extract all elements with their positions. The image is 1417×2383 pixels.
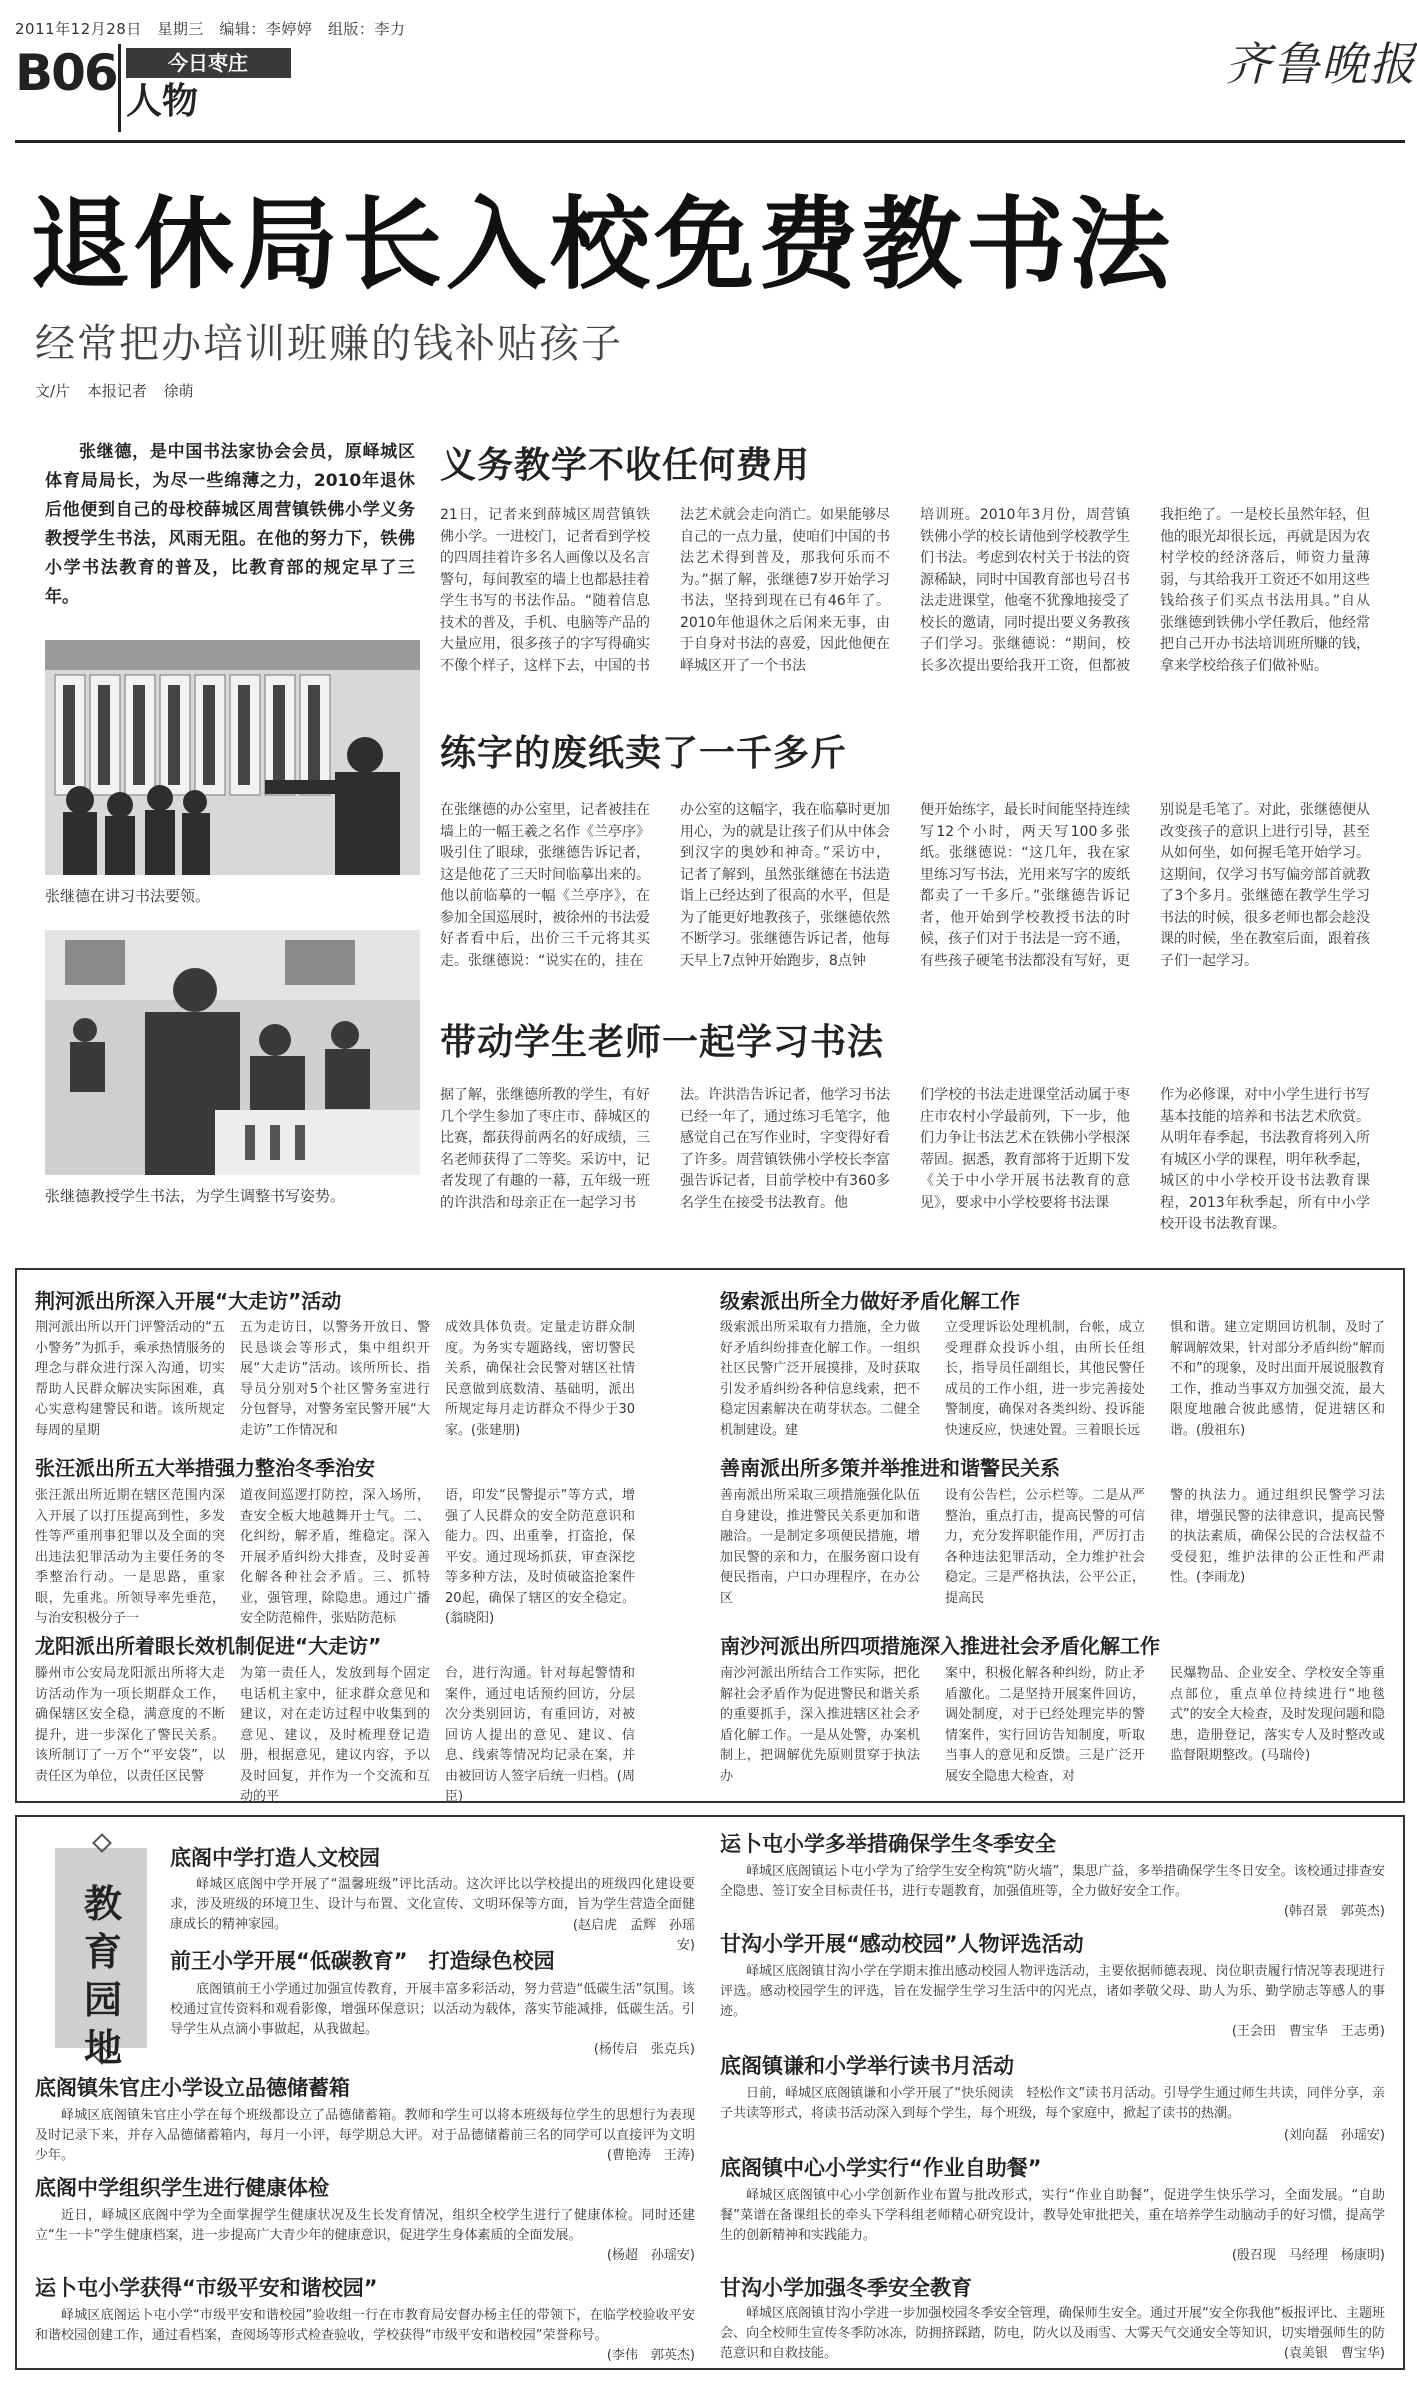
news-col: 南沙河派出所结合工作实际，把化解社会矛盾作为促进警民和谐关系的重要抓手，深入推进辖区社会矛盾化解工作。一是从处警，办案机制上，把调解优先原则贯穿于执法办 [720, 1666, 920, 1784]
edu-item-title: 前王小学开展“低碳教育” 打造绿色校园 [170, 1949, 555, 1973]
newspaper-logo: 齐鲁晚报 [1225, 37, 1417, 91]
news-col: 五为走访日，以警务开放日、警民恳谈会等形式，集中组织开展“大走访”活动。该所所长、指导员分别对5个社区警务室进行分包督导，对警务室民警开展“大走访”工作情况和 [240, 1320, 430, 1438]
section1-col3: 培训班。2010年3月份，周营镇铁佛小学的校长请他到学校教学生们书法。考虑到农村关于书法的资源稀缺，同时中国教育部也号召书法走进课堂，他毫不犹豫地接受了校长的邀请，同时提出要义务教孩子们学习。张继德说：“期间，校长多次提出要给我开工资，但都被 [920, 507, 1130, 674]
edu-item-author: (殷召现 马经理 杨康明) [1231, 2248, 1385, 2263]
article-subhead: 经常把办培训班赚的钱补贴孩子 [35, 321, 623, 367]
section3-col3: 们学校的书法走进课堂活动属于枣庄市农村小学最前列，下一步，他们力争让书法艺术在铁佛小学根深蒂固。据悉，教育部将于近期下发《关于中小学开展书法教育的意见》，要求中小学校要将书法课 [920, 1087, 1130, 1211]
news-col: 设有公告栏，公示栏等。二是从严整治，重点打击，提高民警的可信力，充分发挥职能作用，严厉打击各种违法犯罪活动，全力维护社会稳定。三是严格执法，公平公正，提高民 [945, 1488, 1145, 1606]
news-title: 龙阳派出所着眼长效机制促进“大走访” [35, 1634, 382, 1658]
edu-item-title: 底阁中学组织学生进行健康体检 [35, 2176, 329, 2200]
edu-item-title: 运卜屯小学获得“市级平安和谐校园” [35, 2276, 378, 2300]
edu-item-author: (杨超 孙瑶安) [606, 2248, 695, 2263]
news-title: 级索派出所全力做好矛盾化解工作 [720, 1289, 1020, 1313]
edu-item-author: (曹艳涛 王涛) [606, 2148, 695, 2163]
edu-item-title: 甘沟小学开展“感动校园”人物评选活动 [720, 1932, 1084, 1956]
section2-col3: 便开始练字，最长时间能坚持连续写12个小时，两天写100多张纸。张继德说：“这几年，我在家里练习写书法，光用来写字的废纸都卖了一千多斤。”张继德告诉记者，他开始到学校教授书法的时候，孩子们对于书法是一窍不通，有些孩子硬笔书法都没有写好，更 [920, 802, 1130, 969]
edu-item-author: (王会田 曹宝华 王志勇) [1231, 2024, 1385, 2039]
page-number: B06 [15, 44, 117, 102]
education-label: 教育园地 [83, 1882, 122, 2070]
edu-item-body: 峄城区底阁中学开展了“温馨班级”评比活动。这次评比以学校提出的班级四化建设要求，涉及班级的环境卫生、设计与布置、文化宣传、文明环保等方面，旨为学生营造全面健康成长的精神家园。 [170, 1877, 695, 1932]
edu-item-author: (袁美银 曹宝华) [1283, 2346, 1385, 2361]
section3-col2: 法。许洪浩告诉记者，他学习书法已经一年了，通过练习毛笔字，他感觉自己在写作业时，字变得好看了许多。周营镇铁佛小学校长李富强告诉记者，目前学校中有360多名学生在接受书法教育。他 [680, 1087, 890, 1211]
edu-item-body: 峄城区底阁镇朱官庄小学在每个班级都设立了品德储蓄箱。教师和学生可以将本班级每位学生的思想行为表现及时记录下来，并存入品德储蓄箱内，每月一小评，每学期总大评。对于品德储蓄前三名的同学可以直接评为文明少年。 [35, 2108, 695, 2163]
edu-item-body: 峄城区底阁镇甘沟小学在学期末推出感动校园人物评选活动，主要依据师德表现、岗位职责履行情况等表现进行评选。感动校园学生的评选，旨在发掘学生学习生活中的闪光点，诸如孝敬父母、助人为乐、勤学励志等感人的事迹。 [720, 1964, 1385, 2019]
news-col: 语，印发“民警提示”等方式，增强了人民群众的安全防范意识和能力。四、出重拳，打盗抢，保平安。通过现场抓获，审查深挖等多种方法，及时侦破盗抢案件20起，确保了辖区的安全稳定。(翁晓阳) [445, 1488, 635, 1626]
news-title: 张汪派出所五大举措强力整治冬季治安 [35, 1456, 375, 1480]
section1-col2: 法艺术就会走向消亡。如果能够尽自己的一点力量，使咱们中国的书法艺术得到普及，那我何乐而不为。”据了解，张继德7岁开始学习书法，坚持到现在已有46年了。2010年他退休之后闲来无事，由于自身对书法的喜爱，因此他便在峄城区开了一个书法 [680, 507, 890, 674]
news-col: 案中，积极化解各种纠纷，防止矛盾激化。二是坚持开展案件回访，调处制度，对于已经处理完毕的警情案件，实行回访告知制度，听取当事人的意见和反馈。三是广泛开展安全隐患大检查，对 [945, 1666, 1145, 1784]
section2-col1: 在张继德的办公室里，记者被挂在墙上的一幅王羲之名作《兰亭序》吸引住了眼球，张继德告诉记者，这是他花了三天时间临摹出来的。他以前临摹的一幅《兰亭序》，在参加全国巡展时，被徐州的书法爱好者看中后，出价三千元将其买走。张继德说：“说实在的，挂在 [440, 802, 650, 969]
section-name: 人物 [126, 81, 199, 122]
news-col: 级索派出所采取有力措施，全力做好矛盾纠纷排查化解工作。一组织社区民警广泛开展摸排，及时获取引发矛盾纠纷各种信息线索，把不稳定因素解决在萌芽状态。二健全机制建设。建 [720, 1320, 920, 1438]
section1-col1: 21日，记者来到薛城区周营镇铁佛小学。一进校门，记者看到学校的四周挂着许多名人画像以及名言警句，每间教室的墙上也都悬挂着学生书写的书法作品。“随着信息技术的普及，手机、电脑等产品的大量应用，很多孩子的字写得确实不像个样子，这样下去，中国的书 [440, 507, 650, 674]
photo-teaching-student-image [45, 930, 420, 1175]
edu-item-author: (杨传启 张克兵) [593, 2042, 695, 2057]
news-title: 善南派出所多策并举推进和谐警民关系 [720, 1456, 1060, 1480]
edu-item-title: 底阁镇中心小学实行“作业自助餐” [720, 2156, 1042, 2180]
edu-item-title: 甘沟小学加强冬季安全教育 [720, 2276, 972, 2300]
section2-title: 练字的废纸卖了一千多斤 [440, 733, 848, 774]
masthead-meta: 2011年12月28日 星期三 编辑：李婷婷 组版：李力 [15, 20, 406, 38]
edu-item-author: (韩召景 郭英杰) [1283, 1904, 1385, 1919]
section1-col4: 我拒绝了。一是校长虽然年轻，但他的眼光却很长远，再就是因为农村学校的经济落后，师资力量薄弱，与其给我开工资还不如用这些钱给孩子们买点书法用具。”自从张继德到铁佛小学任教后，他经常把自己开办书法培训班所赚的钱，拿来学校给孩子们做补贴。 [1160, 507, 1370, 674]
section1-title: 义务教学不收任何费用 [440, 445, 811, 486]
photo2-caption: 张继德教授学生书法，为学生调整书写姿势。 [45, 1187, 346, 1205]
news-col: 立受理诉讼处理机制，台帐，成立受理群众投诉小组，由所长任组长，指导员任副组长，其他民警任成员的工作小组，进一步完善接处警制度，确保对各类纠纷、投诉能快速反应，快速处置。三着眼长远 [945, 1320, 1145, 1438]
article-lead: 张继德，是中国书法家协会会员，原峄城区体育局局长，为尽一些绵薄之力，2010年退休后他便到自己的母校薛城区周营镇铁佛小学义务教授学生书法，风雨无阻。在他的努力下，铁佛小学书法教育的普及，比教育部的规定早了三年。 [45, 442, 415, 607]
edu-item-body: 近日，峄城区底阁中学为全面掌握学生健康状况及生长发育情况，组织全校学生进行了健康体检。同时还建立“生一卡”学生健康档案，进一步提高广大青少年的健康意识，促进学生身体素质的全面发展。 [35, 2208, 695, 2243]
edu-item-body: 峄城区底阁镇运卜屯小学为了给学生安全构筑“防火墙”，集思广益，多举措确保学生冬日安全。该校通过排查安全隐患、签订安全目标责任书，进行专题教育，加强值班等，全力做好安全工作。 [720, 1864, 1385, 1899]
edu-item-title: 运卜屯小学多举措确保学生冬季安全 [720, 1832, 1056, 1856]
article-byline [35, 380, 206, 401]
article-headline: 退休局长入校免费教书法 [30, 186, 1174, 303]
section2-col4: 别说是毛笔了。对此，张继德便从改变孩子的意识上进行引导，甚至从如何坐，如何握毛笔开始学习。这期间，仅学习书写偏旁部首就教了3个多月。张继德在教学生学习书法的时候，很多老师也都会趁没课的时候，坐在教室后面，跟着孩子们一起学习。 [1160, 802, 1370, 969]
edu-item-author: (赵启虎 孟辉 孙瑶安) [572, 1918, 695, 1953]
news-col: 为第一责任人，发放到每个固定电话机主家中，征求群众意见和建议，对在走访过程中收集到的意见、建议，及时梳理登记造册，根据意见，建议内容，予以及时回复，并作为一个交流和互动的平 [240, 1666, 430, 1804]
section3-col4: 作为必修课，对中小学生进行书写基本技能的培养和书法艺术欣赏。从明年春季起，书法教育将列入所有城区小学的课程，明年秋季起，城区的中小学校开设书法教育课程，2013年秋季起，所有中小学校开设书法教育课。 [1160, 1087, 1370, 1232]
edu-item-body: 峄城区底阁运卜屯小学“市级平安和谐校园”验收组一行在市教育局安督办杨主任的带领下，在临学校验收平安和谐校园创建工作，通过看档案，查阅场等形式检查验收，学校获得“市级平安和谐校园”荣誉称号。 [35, 2308, 695, 2343]
section3-col1: 据了解，张继德所教的学生，有好几个学生参加了枣庄市、薛城区的比赛，都获得前两名的好成绩，三名老师获得了二等奖。采访中，记者发现了有趣的一幕，五年级一班的许洪浩和母亲正在一起学习书 [440, 1087, 650, 1211]
masthead-divider [118, 44, 121, 132]
photo-calligraphy-wall [45, 640, 420, 875]
news-col: 滕州市公安局龙阳派出所将大走访活动作为一项长期群众工作，确保辖区安全稳，满意度的不断提升，进一步深化了警民关系。该所制订了一万个“平安袋”，以责任区为单位，以责任区民警 [35, 1666, 225, 1784]
news-title: 荆河派出所深入开展“大走访”活动 [35, 1289, 342, 1313]
masthead-rule [15, 140, 1405, 143]
photo-calligraphy-wall-image [45, 640, 420, 875]
section-tab: 今日枣庄 [126, 48, 291, 78]
section2-col2: 办公室的这幅字，我在临摹时更加用心，为的就是让孩子们从中体会到汉字的奥妙和神奇。”采访中，记者了解到，虽然张继德在书法造诣上已经达到了很高的水平，但是为了能更好地教孩子，张继德依然不断学习。张继德告诉记者，他每天早上7点钟开始跑步，8点钟 [680, 802, 890, 969]
section3-title: 带动学生老师一起学习书法 [440, 1022, 885, 1063]
byline-role: 本报记者 [86, 382, 147, 400]
byline-author: 徐萌 [163, 382, 194, 400]
photo1-caption: 张继德在讲习书法要领。 [45, 887, 211, 905]
byline-type: 文/片 [35, 382, 71, 400]
news-col: 荆河派出所以开门评警活动的“五小警务”为抓手，乘承热情服务的理念与群众进行深入沟通，切实帮助人民群众解决实际困难，真心实意构建警民和谐。该所规定每周的星期 [35, 1320, 225, 1438]
news-col: 道夜间巡逻打防控，深入场所，查安全板大地越舞开士气。二、化纠纷，解矛盾，维稳定。深入开展矛盾纠纷大排查，及时妥善化解各种社会矛盾。三、抓特业，强管理，除隐患。通过广播安全防范棉件，张贴防范标 [240, 1488, 430, 1626]
edu-item-body: 峄城区底阁镇甘沟小学进一步加强校园冬季安全管理，确保师生安全。通过开展“安全你我他”板报评比、主题班会、向全校师生宣传冬季防冰冻，防拥挤踩踏，防电，防火以及雨雪、大雾天气交通安全等知识，切实增强师生的防范意识和自救技能。 [720, 2306, 1385, 2361]
news-col: 善南派出所采取三项措施强化队伍自身建设，推进警民关系更加和谐融洽。一是制定多项便民措施，增加民警的亲和力，在服务窗口设有便民指南，户口办理程序，在办公区 [720, 1488, 920, 1606]
news-col: 成效具体负责。定量走访群众制度。为务实专题路线，密切警民关系，确保社会民警对辖区社情民意做到底数清、基础明，派出所规定每月走访群众不得少于30家。(张建朋) [445, 1320, 635, 1438]
news-title: 南沙河派出所四项措施深入推进社会矛盾化解工作 [720, 1634, 1160, 1658]
edu-item-author: (李伟 郭英杰) [606, 2348, 695, 2363]
news-col: 惧和谐。建立定期回访机制，及时了解调解效果，针对部分矛盾纠纷“解而不和”的现象，及时出面开展说服教育工作，推动当事双方加强交流，最大限度地融合彼此感情，促进辖区和谐。(殷祖东) [1170, 1320, 1385, 1438]
news-col: 警的执法力。通过组织民警学习法律，增强民警的法律意识，提高民警的执法素质，确保公民的合法权益不受侵犯，维护法律的公正性和严肃性。(李雨龙) [1170, 1488, 1385, 1585]
edu-item-body: 底阁镇前王小学通过加强宣传教育，开展丰富多彩活动，努力营造“低碳生活”氛围。该校通过宣传资料和观看影像，增强环保意识；以活动为载体，落实节能减排，低碳生活。引导学生从点滴小事做起，从我做起。 [170, 1982, 695, 2037]
photo-teaching-student [45, 930, 420, 1175]
news-col: 民爆物品、企业安全、学校安全等重点部位，重点单位持续进行“地毯式”的安全大检查，及时发现问题和隐患，造册登记，落实专人及时整改或监督限期整改。(马瑞伶) [1170, 1666, 1385, 1763]
edu-item-title: 底阁镇谦和小学举行读书月活动 [720, 2054, 1014, 2078]
edu-item-title: 底阁镇朱官庄小学设立品德储蓄箱 [35, 2076, 350, 2100]
edu-item-body: 峄城区底阁镇中心小学创新作业布置与批改形式，实行“作业自助餐”，促进学生快乐学习，全面发展。“自助餐”菜谱在备课组长的牵头下学科组老师精心研究设计，教导处审批把关，重在培养学生动脑动手的好习惯，提高学生的创新精神和实践能力。 [720, 2188, 1385, 2243]
edu-item-author: (刘向磊 孙瑶安) [1283, 2128, 1385, 2143]
news-col: 台，进行沟通。针对每起警情和案件，通过电话预约回访，分层次分类别回访，有重回访，对被回访人提出的意见、建议、信息、线索等情况均记录在案，并由被回访人签字后统一归档。(周臣) [445, 1666, 635, 1804]
news-col: 张汪派出所近期在辖区范围内深入开展了以打压提高到性，多发性等严重刑事犯罪以及全面的突出违法犯罪活动为主要任务的冬季整治行动。一是思路，重家眼，先重兆。所领导率先垂范，与治安积极分子一 [35, 1488, 225, 1626]
edu-item-title: 底阁中学打造人文校园 [170, 1846, 380, 1870]
edu-item-body: 日前，峄城区底阁镇谦和小学开展了“快乐阅读 轻松作文”读书月活动。引导学生通过师生共读，同伴分享，亲子共读等形式，将读书活动深入到每个学生，每个班级，每个家庭中，掀起了读书的热潮。 [720, 2086, 1385, 2121]
